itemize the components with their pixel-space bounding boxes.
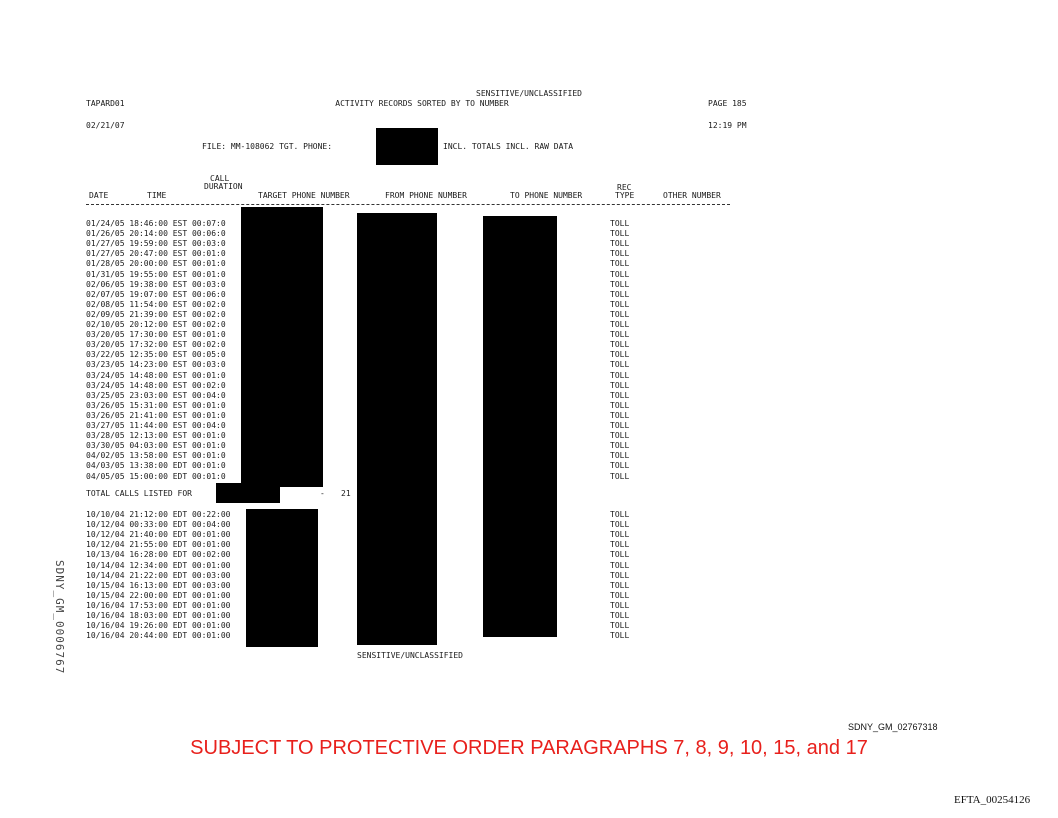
col-call: CALL [210, 174, 230, 183]
row-rec-type: TOLL [610, 289, 630, 299]
redaction-target-column-1 [241, 207, 323, 487]
row-rec-type: TOLL [610, 451, 630, 461]
row-datetime-duration: 10/12/04 00:33:00 EDT 00:04:00 [86, 520, 231, 530]
row-datetime-duration: 02/07/05 19:07:00 EST 00:06:0 [86, 289, 226, 299]
row-datetime-duration: 03/26/05 21:41:00 EST 00:01:0 [86, 410, 226, 420]
table-row [86, 441, 226, 451]
row-rec-type: TOLL [610, 360, 630, 370]
row-rec-type: TOLL [610, 370, 630, 380]
table-row [86, 300, 226, 310]
table-row [86, 310, 226, 320]
row-rec-type: TOLL [610, 631, 630, 641]
col-other-number: OTHER NUMBER [663, 191, 721, 200]
row-datetime-duration: 02/09/05 21:39:00 EST 00:02:0 [86, 309, 226, 319]
page-number: PAGE 185 [708, 99, 747, 108]
row-datetime-duration: 10/14/04 12:34:00 EDT 00:01:00 [86, 560, 231, 570]
row-rec-type: TOLL [610, 570, 630, 580]
row-rec-type: TOLL [610, 580, 630, 590]
col-duration: DURATION [204, 182, 243, 191]
table-row [86, 451, 226, 461]
row-rec-type: TOLL [610, 590, 630, 600]
row-datetime-duration: 03/23/05 14:23:00 EST 00:03:0 [86, 360, 226, 370]
side-bates-stamp: SDNY_GM_0006767 [53, 560, 66, 675]
row-datetime-duration: 02/10/05 20:12:00 EST 00:02:0 [86, 320, 226, 329]
table-row [86, 249, 226, 259]
col-to-phone: TO PHONE NUMBER [510, 191, 583, 200]
row-rec-type: TOLL [610, 380, 630, 390]
table-row [86, 381, 226, 391]
classification-footer: SENSITIVE/UNCLASSIFIED [357, 651, 463, 660]
row-rec-type: TOLL [610, 621, 630, 631]
table-row [86, 601, 231, 611]
col-target-phone: TARGET PHONE NUMBER [258, 191, 350, 200]
row-datetime-duration: 03/27/05 11:44:00 EST 00:04:0 [86, 421, 226, 430]
row-rec-type: TOLL [610, 249, 630, 259]
row-datetime-duration: 10/15/04 16:13:00 EDT 00:03:00 [86, 580, 231, 590]
row-datetime-duration: 10/14/04 21:22:00 EDT 00:03:00 [86, 570, 231, 580]
report-id: TAPARD01 [86, 99, 125, 108]
redaction-to-column [483, 216, 557, 637]
row-rec-type: TOLL [610, 259, 630, 269]
row-rec-type: TOLL [610, 611, 630, 620]
total-dash: - [320, 489, 325, 498]
col-from-phone: FROM PHONE NUMBER [385, 191, 467, 200]
total-label: TOTAL CALLS LISTED FOR [86, 489, 192, 498]
row-datetime-duration: 10/13/04 16:28:00 EDT 00:02:00 [86, 550, 231, 560]
row-datetime-duration: 10/16/04 20:44:00 EDT 00:01:00 [86, 631, 231, 641]
header-divider [86, 204, 730, 205]
table-row [86, 259, 226, 269]
row-datetime-duration: 03/30/05 04:03:00 EST 00:01:0 [86, 441, 226, 451]
row-datetime-duration: 10/16/04 18:03:00 EDT 00:01:00 [86, 611, 231, 620]
row-rec-type: TOLL [610, 461, 630, 471]
table-row [86, 219, 226, 229]
classification-header: SENSITIVE/UNCLASSIFIED [476, 89, 582, 98]
table-row [86, 371, 226, 381]
report-title: ACTIVITY RECORDS SORTED BY TO NUMBER [335, 99, 509, 108]
row-rec-type: TOLL [610, 269, 630, 279]
row-datetime-duration: 01/26/05 20:14:00 EST 00:06:0 [86, 229, 226, 239]
table-row [86, 431, 226, 441]
row-datetime-duration: 10/12/04 21:55:00 EDT 00:01:00 [86, 540, 231, 550]
table-row [86, 401, 226, 411]
row-rec-type: TOLL [610, 410, 630, 420]
row-rec-type: TOLL [610, 320, 630, 329]
row-datetime-duration: 03/26/05 15:31:00 EST 00:01:0 [86, 400, 226, 410]
table-row [86, 611, 231, 621]
row-rec-type: TOLL [610, 510, 630, 519]
table-row [86, 330, 226, 340]
row-datetime-duration: 03/22/05 12:35:00 EST 00:05:0 [86, 350, 226, 360]
row-datetime-duration: 10/12/04 21:40:00 EDT 00:01:00 [86, 530, 231, 540]
row-rec-type: TOLL [610, 350, 630, 360]
file-label: FILE: MM-108062 TGT. PHONE: [202, 142, 333, 151]
row-rec-type: TOLL [610, 520, 630, 530]
row-datetime-duration: 03/20/05 17:30:00 EST 00:01:0 [86, 330, 226, 340]
row-rec-type: TOLL [610, 229, 630, 239]
row-rec-type: TOLL [610, 400, 630, 410]
row-datetime-duration: 10/15/04 22:00:00 EDT 00:01:00 [86, 590, 231, 600]
row-rec-type: TOLL [610, 299, 630, 309]
table-row [86, 421, 226, 431]
row-rec-type: TOLL [610, 309, 630, 319]
row-datetime-duration: 04/02/05 13:58:00 EST 00:01:0 [86, 451, 226, 461]
table-row [86, 239, 226, 249]
table-row [86, 510, 231, 520]
row-rec-type: TOLL [610, 421, 630, 430]
row-datetime-duration: 01/27/05 19:59:00 EST 00:03:0 [86, 239, 226, 249]
row-datetime-duration: 04/05/05 15:00:00 EDT 00:01:0 [86, 471, 226, 481]
row-datetime-duration: 03/25/05 23:03:00 EST 00:04:0 [86, 390, 226, 400]
row-rec-type: TOLL [610, 340, 630, 350]
table-row [86, 350, 226, 360]
table-row [86, 520, 231, 530]
table-row [86, 229, 226, 239]
incl-label: INCL. TOTALS INCL. RAW DATA [443, 142, 574, 151]
col-type: TYPE [615, 191, 635, 200]
table-row [86, 550, 231, 560]
table-row [86, 411, 226, 421]
row-datetime-duration: 03/24/05 14:48:00 EST 00:01:0 [86, 370, 226, 380]
redaction-from-column [357, 213, 437, 645]
row-rec-type: TOLL [610, 330, 630, 340]
table-row [86, 270, 226, 280]
row-datetime-duration: 04/03/05 13:38:00 EDT 00:01:0 [86, 461, 226, 471]
row-datetime-duration: 10/10/04 21:12:00 EDT 00:22:00 [86, 510, 231, 519]
row-datetime-duration: 01/28/05 20:00:00 EST 00:01:0 [86, 259, 226, 269]
row-rec-type: TOLL [610, 390, 630, 400]
table-row [86, 340, 226, 350]
row-rec-type: TOLL [610, 279, 630, 289]
row-datetime-duration: 01/27/05 20:47:00 EST 00:01:0 [86, 249, 226, 259]
row-datetime-duration: 01/31/05 19:55:00 EST 00:01:0 [86, 269, 226, 279]
table-row [86, 631, 231, 641]
col-date: DATE [89, 191, 109, 200]
row-rec-type: TOLL [610, 550, 630, 560]
row-rec-type: TOLL [610, 540, 630, 550]
table-row [86, 621, 231, 631]
row-datetime-duration: 03/28/05 12:13:00 EST 00:01:0 [86, 431, 226, 441]
table-row [86, 571, 231, 581]
efta-number: EFTA_00254126 [954, 794, 1031, 806]
table-row [86, 290, 226, 300]
table-row [86, 391, 226, 401]
col-rec: REC [617, 183, 632, 192]
table-row [86, 360, 226, 370]
row-rec-type: TOLL [610, 600, 630, 610]
row-rec-type: TOLL [610, 560, 630, 570]
row-datetime-duration: 10/16/04 17:53:00 EDT 00:01:00 [86, 600, 231, 610]
total-count: 21 [341, 489, 351, 498]
row-datetime-duration: 03/24/05 14:48:00 EST 00:02:0 [86, 380, 226, 390]
row-datetime-duration: 03/20/05 17:32:00 EST 00:02:0 [86, 340, 226, 350]
table-row [86, 540, 231, 550]
row-rec-type: TOLL [610, 219, 630, 228]
redaction-target-phone [376, 128, 438, 165]
report-time: 12:19 PM [708, 121, 747, 130]
protective-order-notice: SUBJECT TO PROTECTIVE ORDER PARAGRAPHS 7, 8, 9, 10, 15, and 17 [190, 737, 868, 759]
table-row [86, 581, 231, 591]
row-rec-type: TOLL [610, 530, 630, 540]
col-time: TIME [147, 191, 167, 200]
table-row [86, 320, 226, 330]
row-rec-type: TOLL [610, 239, 630, 249]
report-date: 02/21/07 [86, 121, 125, 130]
row-datetime-duration: 10/16/04 19:26:00 EDT 00:01:00 [86, 621, 231, 631]
row-rec-type: TOLL [610, 471, 630, 481]
table-row [86, 280, 226, 290]
row-datetime-duration: 01/24/05 18:46:00 EST 00:07:0 [86, 219, 226, 228]
row-rec-type: TOLL [610, 441, 630, 451]
redaction-target-column-2 [246, 509, 318, 647]
bates-number: SDNY_GM_02767318 [848, 722, 938, 732]
table-row [86, 591, 231, 601]
row-datetime-duration: 02/08/05 11:54:00 EST 00:02:0 [86, 299, 226, 309]
table-row [86, 530, 231, 540]
row-datetime-duration: 02/06/05 19:38:00 EST 00:03:0 [86, 279, 226, 289]
table-row [86, 461, 226, 471]
row-rec-type: TOLL [610, 431, 630, 441]
table-row [86, 561, 231, 571]
table-row [86, 472, 226, 482]
